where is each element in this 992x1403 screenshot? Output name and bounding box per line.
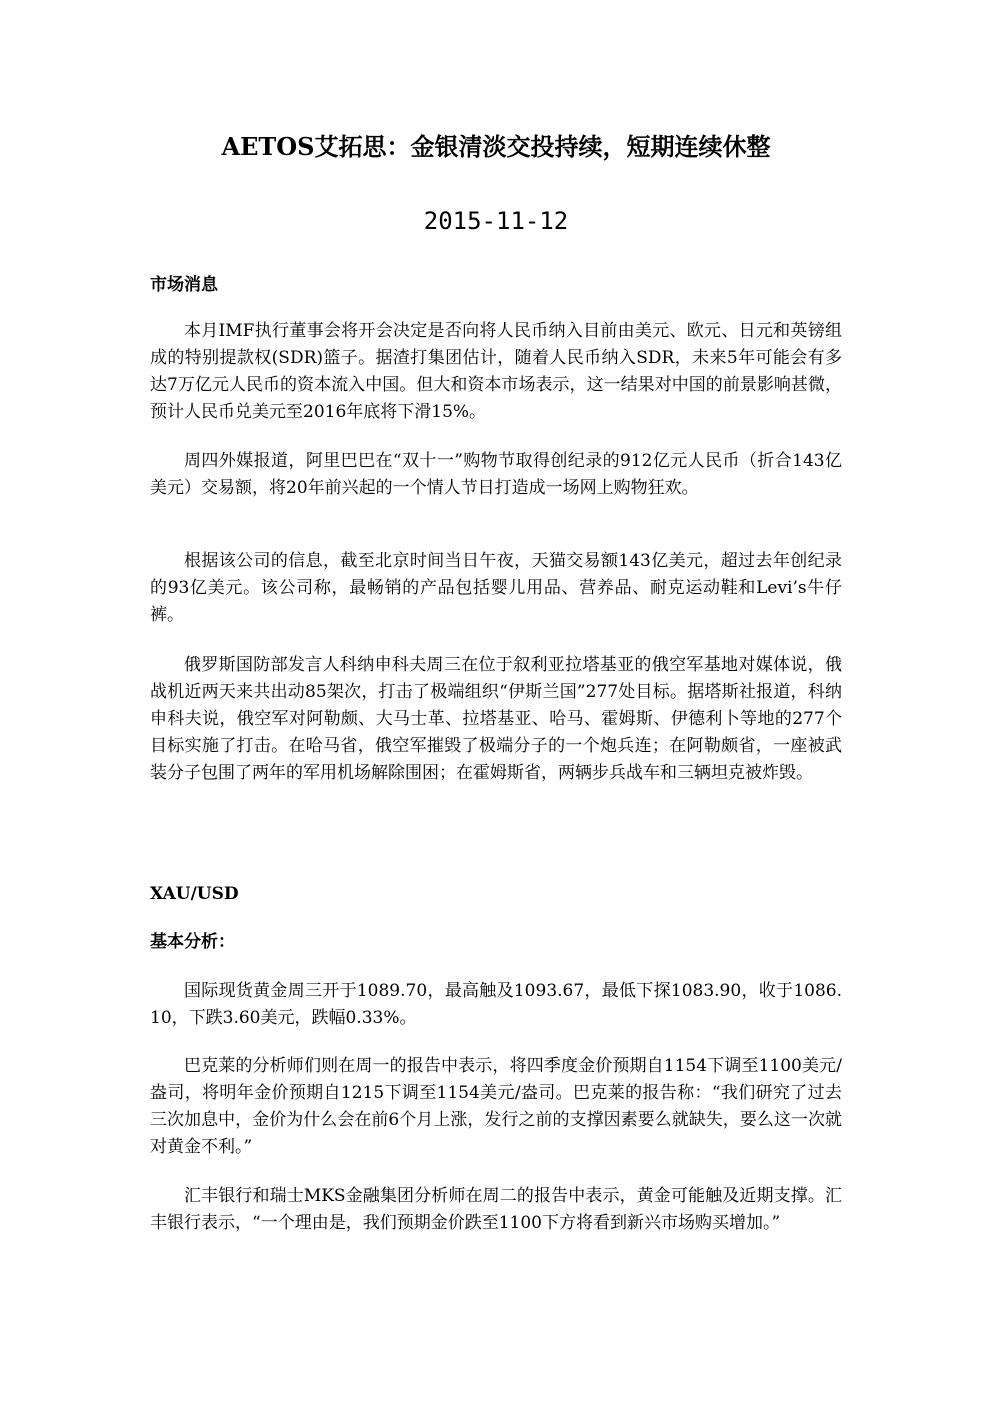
fundamental-analysis-heading: 基本分析： bbox=[150, 932, 235, 952]
market-news-heading: 市场消息 bbox=[150, 275, 218, 295]
news-paragraph-russia-syria: 俄罗斯国防部发言人科纳申科夫周三在位于叙利亚拉塔基亚的俄空军基地对媒体说，俄战机近两天来共出动85架次，打击了极端组织“伊斯兰国”277处目标。据塔斯社报道，科纳申科夫说，俄空军对阿勒颇、大马士革、拉塔基亚、哈马、霍姆斯、伊德利卜等地的277个目标实施了打击。在哈马省，俄空军摧毁了极端分子的一个炮兵连；在阿勒颇省，一座被武装分子包围了两年的军用机场解除围困；在霍姆斯省，两辆步兵战车和三辆坦克被炸毁。 bbox=[150, 655, 842, 783]
analysis-paragraph-gold-price: 国际现货黄金周三开于1089.70，最高触及1093.67，最低下探1083.90，收于1086.10，下跌3.60美元，跌幅0.33%。 bbox=[150, 981, 842, 1028]
news-paragraph-imf-sdr: 本月IMF执行董事会将开会决定是否向将人民币纳入目前由美元、欧元、日元和英镑组成的特别提款权(SDR)篮子。据渣打集团估计，随着人民币纳入SDR，未来5年可能会有多达7万亿元人民币的资本流入中国。但大和资本市场表示，这一结果对中国的前景影响甚微，预计人民币兑美元至2016年底将下滑15%。 bbox=[150, 321, 842, 422]
news-paragraph-alibaba: 周四外媒报道，阿里巴巴在“双十一”购物节取得创纪录的912亿元人民币（折合143亿美元）交易额，将20年前兴起的一个情人节日打造成一场网上购物狂欢。 bbox=[150, 451, 842, 498]
analysis-paragraph-barclays: 巴克莱的分析师们则在周一的报告中表示，将四季度金价预期自1154下调至1100美元/盎司，将明年金价预期自1215下调至1154美元/盎司。巴克莱的报告称：“我们研究了过去三次加息中，金价为什么会在前6个月上涨，发行之前的支撑因素要么就缺失，要么这一次就对黄金不利。” bbox=[150, 1056, 842, 1157]
instrument-symbol: XAU/USD bbox=[150, 884, 239, 904]
analysis-paragraph-hsbc: 汇丰银行和瑞士MKS金融集团分析师在周二的报告中表示，黄金可能触及近期支撑。汇丰银行表示，“一个理由是，我们预期金价跌至1100下方将看到新兴市场购买增加。” bbox=[150, 1186, 842, 1233]
document-date: 2015-11-12 bbox=[423, 207, 569, 235]
news-paragraph-tmall: 根据该公司的信息，截至北京时间当日午夜，天猫交易额143亿美元，超过去年创纪录的93亿美元。该公司称，最畅销的产品包括婴儿用品、营养品、耐克运动鞋和Levi’s牛仔裤。 bbox=[150, 551, 842, 625]
document-title: AETOS艾拓思：金银清淡交投持续，短期连续休整 bbox=[221, 132, 771, 161]
